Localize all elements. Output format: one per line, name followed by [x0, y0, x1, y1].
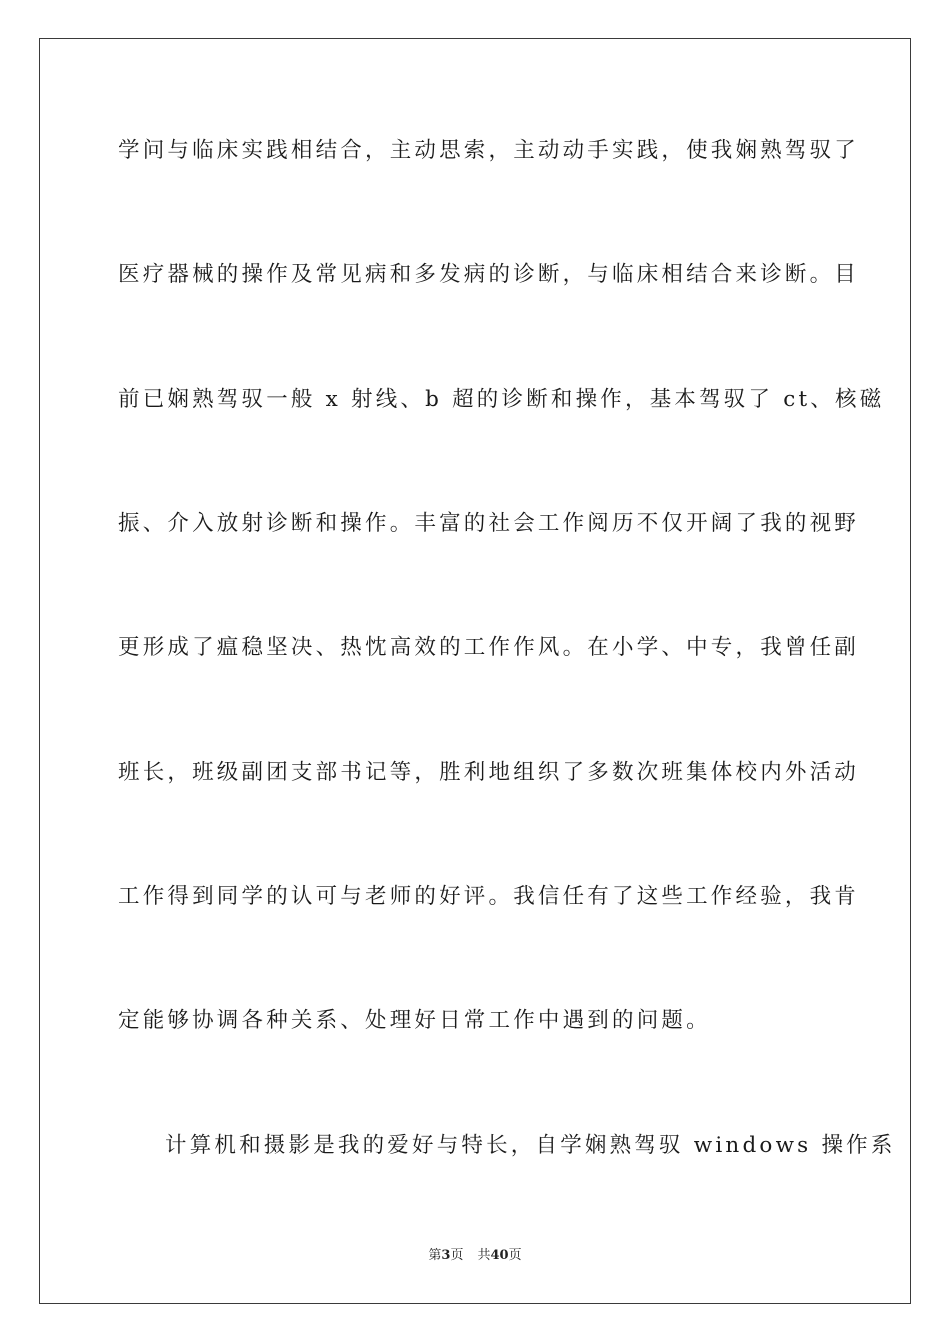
- text-line-3: 前已娴熟驾驭一般 x 射线、b 超的诊断和操作，基本驾驭了 ct、核磁: [118, 387, 885, 412]
- text-line-7: 工作得到同学的认可与老师的好评。我信任有了这些工作经验，我肯: [118, 884, 860, 909]
- text-line-4: 振、介入放射诊断和操作。丰富的社会工作阅历不仅开阔了我的视野: [118, 511, 860, 536]
- text-line-2: 医疗器械的操作及常见病和多发病的诊断，与临床相结合来诊断。目: [118, 262, 860, 287]
- text-line-6: 班长，班级副团支部书记等，胜利地组织了多数次班集体校内外活动: [118, 760, 860, 785]
- text-line-8: 定能够协调各种关系、处理好日常工作中遇到的问题。: [118, 1008, 711, 1033]
- footer-page-suffix: 页: [450, 1248, 464, 1263]
- paragraph-start-line: 计算机和摄影是我的爱好与特长，自学娴熟驾驭 windows 操作系: [165, 1133, 896, 1158]
- footer-total-suffix: 页: [508, 1248, 522, 1263]
- page-border: [39, 38, 911, 1304]
- text-line-1: 学问与临床实践相结合，主动思索，主动动手实践，使我娴熟驾驭了: [118, 138, 860, 163]
- page-footer: [0, 1244, 950, 1263]
- footer-page-number: 3: [441, 1248, 451, 1263]
- footer-total-pages: 40: [490, 1248, 509, 1263]
- text-line-5: 更形成了瘟稳坚决、热忱高效的工作作风。在小学、中专，我曾任副: [118, 635, 860, 660]
- footer-total-prefix: 共: [477, 1248, 491, 1263]
- footer-page-prefix: 第: [428, 1248, 442, 1263]
